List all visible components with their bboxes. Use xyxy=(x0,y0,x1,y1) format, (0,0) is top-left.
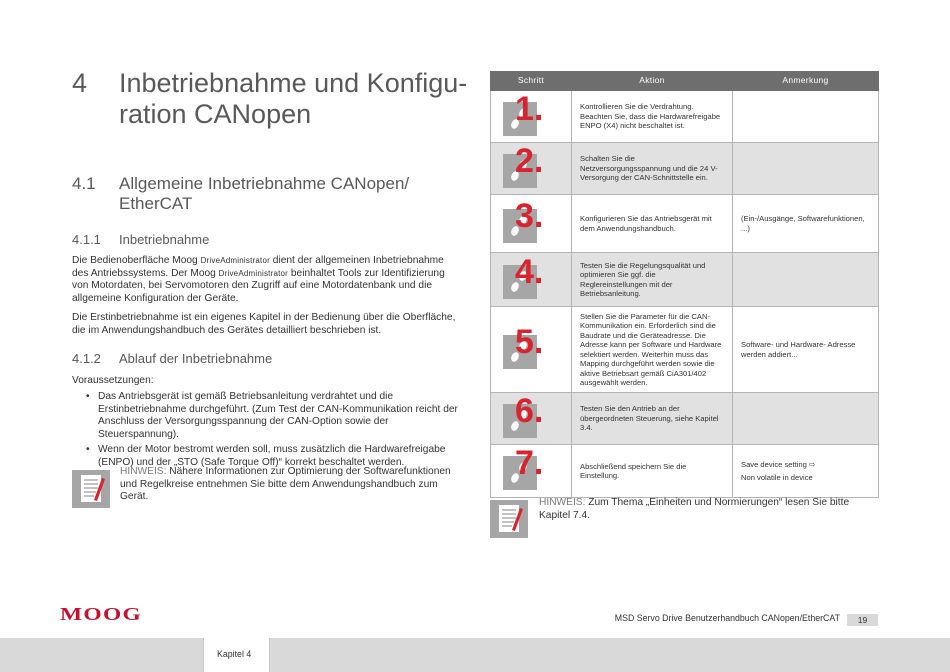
list-item xyxy=(72,391,462,442)
step-cell xyxy=(491,393,572,445)
action-cell: Kontrollieren Sie die Verdrahtung. Beachten Sie, dass die Hardwarefreigabe ENPO (X4) nicht beschaltet ist. xyxy=(572,91,733,143)
table-row xyxy=(491,253,879,307)
table-row xyxy=(491,393,879,445)
prerequisites-label: Voraussetzungen: xyxy=(72,375,154,386)
note-keyword: HINWEIS: xyxy=(120,466,167,477)
action-cell: Testen Sie den Antrieb an der übergeordneten Steuerung, siehe Kapitel 3.4. xyxy=(572,393,733,445)
remark-cell xyxy=(733,307,879,393)
remark-cell xyxy=(733,445,879,498)
section-number: 4.1 xyxy=(72,174,96,193)
action-cell: Abschließend speichern Sie die Einstellung. xyxy=(572,445,733,498)
section-title: Allgemeine Inbetriebnahme CANopen/ EtherCAT xyxy=(119,174,410,213)
table-header-row xyxy=(491,72,879,91)
note-text: Zum Thema „Einheiten und Normierungen“ lesen Sie bitte Kapitel 7.4. xyxy=(539,497,850,521)
step-number: 4. xyxy=(515,252,544,291)
action-cell: Stellen Sie die Parameter für die CAN-Kommunikation ein. Erforderlich sind die Baudrate und die Geräteadresse. Die Adresse kann per Software und Hardware selektiert werden. Weiterhin muss das Mapping durchgeführt werden sowie die aktive Betriebsart gemäß CiA301/402 ausgewählt werden. xyxy=(572,307,733,393)
remark-text: Software- und Hardware- Adresse werden addiert... xyxy=(741,340,856,359)
table-row xyxy=(491,195,879,253)
step-number: 2. xyxy=(515,141,544,180)
note-left xyxy=(120,466,465,504)
moog-logo xyxy=(60,604,144,624)
remark-cell xyxy=(733,393,879,445)
chapter-number: 4 xyxy=(72,68,88,98)
logo-text: MOOG xyxy=(60,604,142,624)
step-cell xyxy=(491,445,572,498)
text-run: Die Bedienoberfläche Moog xyxy=(72,255,201,266)
note-icon xyxy=(72,470,110,508)
remark-cell xyxy=(733,253,879,307)
commissioning-steps-table xyxy=(490,71,879,498)
remark-text: (Ein-/Ausgänge, Softwarefunktionen, ...) xyxy=(741,214,865,233)
list-item-text: Das Antriebsgerät ist gemäß Betriebsanleitung verdrahtet und die Erstinbetriebnahme durchgeführt. (Zum Test der CAN-Kommunikation reicht der Anschluss der Versorgungsspannung der CAN-Option sowie der Steuerspannung). xyxy=(98,391,458,441)
text-run: beinhaltet Tools zur Identifizierung von Motordaten, bei Servomotoren den Zugriff auf eine Motordatenbank und die allgemeine Konfiguration der Geräte. xyxy=(72,267,445,305)
column-header-action: Aktion xyxy=(572,72,733,91)
note-icon xyxy=(490,500,528,538)
brand-name: DriveAdministrator xyxy=(218,268,289,278)
document-title: MSD Servo Drive Benutzerhandbuch CANopen/EtherCAT xyxy=(614,613,840,623)
action-cell: Konfigurieren Sie das Antriebsgerät mit dem Anwendungshandbuch. xyxy=(572,195,733,253)
paragraph-intro xyxy=(72,255,462,306)
step-cell xyxy=(491,195,572,253)
step-number: 6. xyxy=(515,391,544,430)
column-header-step: Schritt xyxy=(491,72,572,91)
chapter-tab xyxy=(203,638,270,672)
bottom-bar xyxy=(0,638,950,672)
note-keyword: HINWEIS: xyxy=(539,497,586,508)
table-row xyxy=(491,143,879,195)
column-header-remark: Anmerkung xyxy=(733,72,879,91)
table-row xyxy=(491,445,879,498)
action-cell: Schalten Sie die Netzversorgungsspannung und die 24 V-Versorgung der CAN-Schnittstelle ein. xyxy=(572,143,733,195)
bullet-icon: • xyxy=(86,391,90,402)
step-cell xyxy=(491,143,572,195)
list-item-text: Wenn der Motor bestromt werden soll, muss zusätzlich die Hardwarefreigabe (ENPO) und der „STO (Safe Torque Off)“ korrekt beschaltet werden. xyxy=(98,443,446,468)
step-cell xyxy=(491,307,572,393)
step-number: 7. xyxy=(515,444,544,482)
remark-cell xyxy=(733,195,879,253)
action-cell: Testen Sie die Regelungsqualität und optimieren Sie ggf. die Reglereinstellungen mit der Betriebsanleitung. xyxy=(572,253,733,307)
subsection-number: 4.1.2 xyxy=(72,351,101,366)
table-row xyxy=(491,91,879,143)
paragraph-first-commissioning: Die Erstinbetriebnahme ist ein eigenes Kapitel in der Bedienung über die Oberfläche, die im Anwendungshandbuch des Gerätes detailliert beschrieben ist. xyxy=(72,312,456,336)
remark-text-secondary: Non volatile in device xyxy=(741,473,813,482)
brand-name: DriveAdministrator xyxy=(200,256,270,265)
step-number: 1. xyxy=(515,89,544,128)
subsection-title: Ablauf der Inbetriebnahme xyxy=(119,351,273,366)
step-cell xyxy=(491,91,572,143)
table-row xyxy=(491,307,879,393)
prerequisites-list xyxy=(72,391,462,471)
text-run: dient der allgemeinen Inbetriebnahme des Antriebssystems. Der Moog xyxy=(72,255,444,279)
bullet-icon: • xyxy=(86,443,90,455)
page-number: 19 xyxy=(847,614,878,626)
step-number: 5. xyxy=(515,322,544,361)
chapter-tab-label: Kapitel 4 xyxy=(217,649,252,659)
step-cell xyxy=(491,253,572,307)
subsection-number: 4.1.1 xyxy=(72,232,101,247)
remark-text: Save device setting ⇨ xyxy=(741,459,816,469)
note-right xyxy=(539,497,879,522)
subsection-title: Inbetriebnahme xyxy=(119,232,210,247)
note-text: Nähere Informationen zur Optimierung der Softwarefunktionen und Regelkreise entnehmen Sie bitte dem Anwendungshandbuch zum Gerät. xyxy=(120,466,451,503)
step-number: 3. xyxy=(515,196,544,235)
remark-cell xyxy=(733,91,879,143)
remark-cell xyxy=(733,143,879,195)
chapter-title: Inbetriebnahme und Konfigu-ration CANopen xyxy=(119,68,468,129)
